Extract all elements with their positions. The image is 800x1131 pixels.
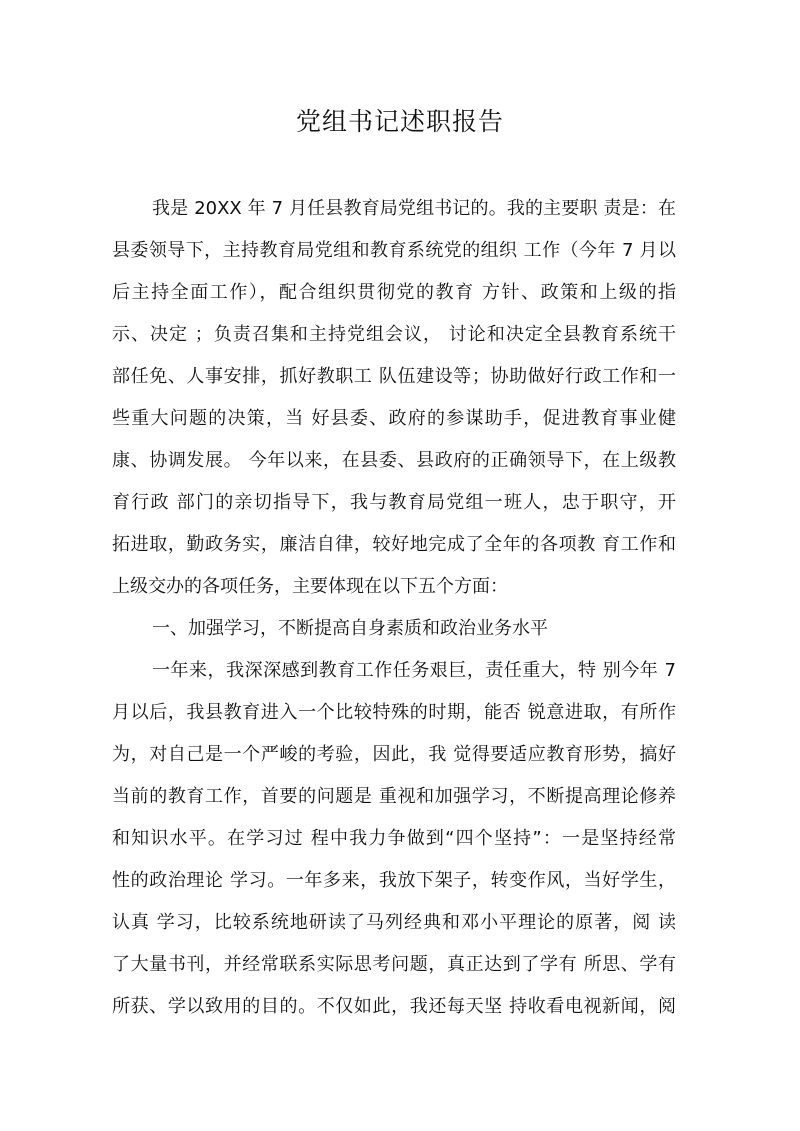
paragraph-line: 县委领导下，主持教育局党组和教育系统党的组织 工作（今年 7 月以	[112, 240, 676, 261]
paragraph-line: 部任免、人事安排，抓好教职工 队伍建设等；协助做好行政工作和一	[112, 366, 676, 387]
paragraph-line: 了大量书刊，并经常联系实际思考问题，真正达到了学有 所思、学有	[112, 954, 676, 975]
paragraph-line: 我是 20XX 年 7 月任县教育局党组书记的。我的主要职 责是：在	[152, 198, 676, 219]
paragraph-line: 些重大问题的决策，当 好县委、政府的参谋助手，促进教育事业健	[112, 408, 676, 429]
paragraph-line: 和知识水平。在学习过 程中我力争做到“四个坚持”：一是坚持经常	[112, 828, 676, 849]
section-heading: 一、加强学习，不断提高自身素质和政治业务水平	[152, 618, 548, 639]
paragraph-line: 为，对自己是一个严峻的考验，因此，我 觉得要适应教育形势，搞好	[112, 744, 676, 765]
paragraph-line: 月以后，我县教育进入一个比较特殊的时期，能否 锐意进取，有所作	[112, 702, 676, 723]
paragraph-line: 示、决定 ；负责召集和主持党组会议， 讨论和决定全县教育系统干	[112, 324, 676, 345]
paragraph-line: 育行政 部门的亲切指导下，我与教育局党组一班人，忠于职守，开	[112, 492, 676, 513]
paragraph-line: 认真 学习，比较系统地研读了马列经典和邓小平理论的原著，阅 读	[112, 912, 676, 933]
paragraph-line: 后主持全面工作），配合组织贯彻党的教育 方针、政策和上级的指	[112, 282, 676, 303]
paragraph-line: 拓进取，勤政务实，廉洁自律，较好地完成了全年的各项教 育工作和	[112, 534, 676, 555]
paragraph-line: 一年来，我深深感到教育工作任务艰巨，责任重大，特 别今年 7	[152, 660, 676, 681]
paragraph-line: 当前的教育工作，首要的问题是 重视和加强学习，不断提高理论修养	[112, 786, 676, 807]
document-title: 党组书记述职报告	[295, 107, 504, 136]
paragraph-line: 康、协调发展。 今年以来，在县委、县政府的正确领导下，在上级教	[112, 450, 676, 471]
paragraph-line: 性的政治理论 学习。一年多来，我放下架子，转变作风，当好学生，	[112, 870, 676, 891]
paragraph-line: 上级交办的各项任务，主要体现在以下五个方面：	[112, 576, 508, 597]
paragraph-line: 所获、学以致用的目的。不仅如此，我还每天坚 持收看电视新闻，阅	[112, 996, 676, 1017]
